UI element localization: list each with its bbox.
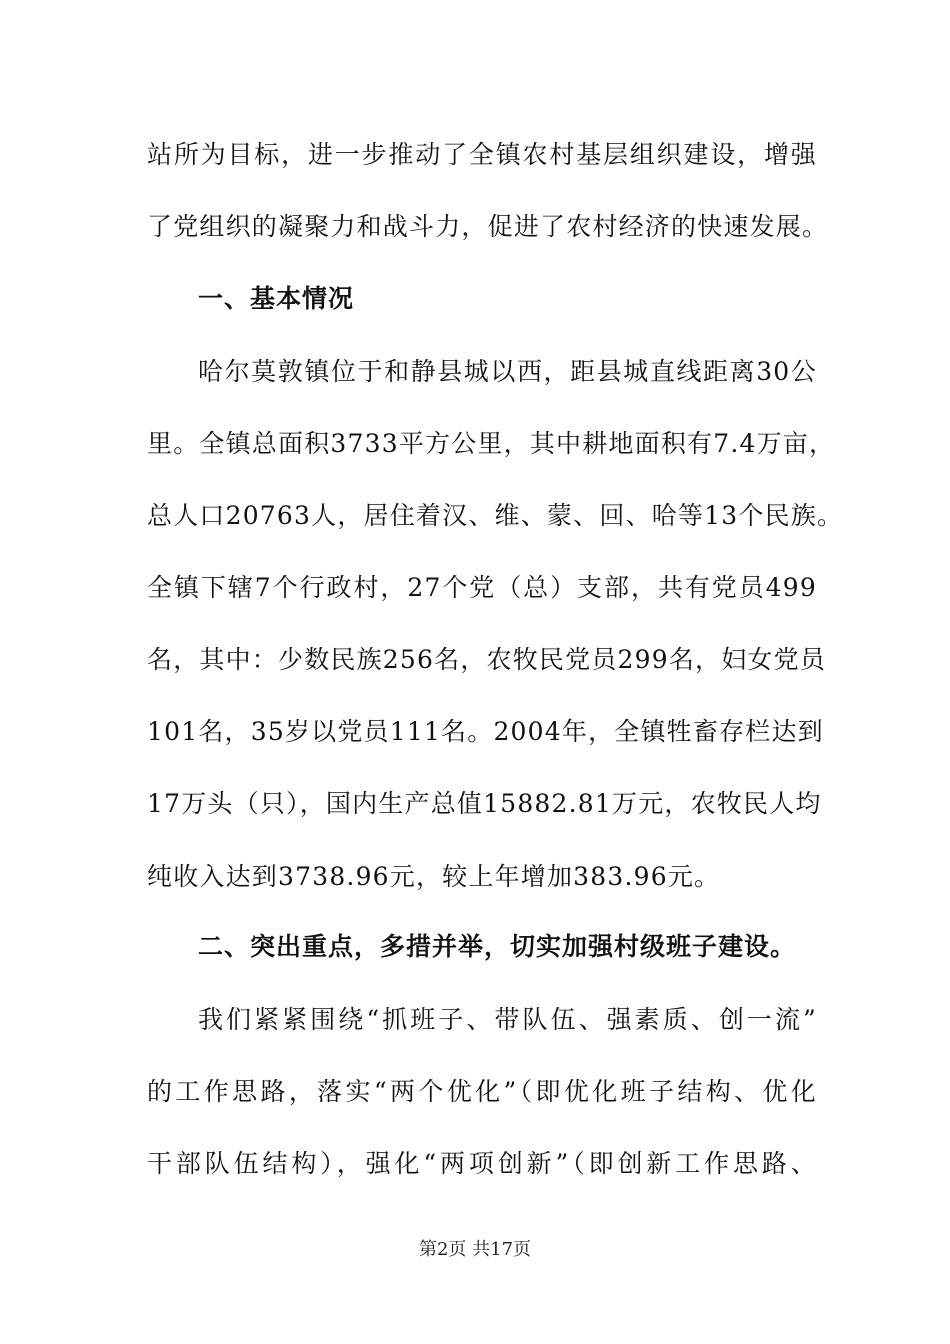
text-line-10: 17万头（只），国内生产总值15882.81万元，农牧民人均 xyxy=(147,789,822,818)
section-heading-basic-situation: 一、基本情况 xyxy=(198,284,355,313)
text-line-14: 的工作思路，落实“两个优化”（即优化班子结构、优化 xyxy=(147,1077,817,1106)
text-line-8: 名，其中：少数民族256名，农牧民党员299名，妇女党员 xyxy=(147,645,827,674)
text-line-13: 我们紧紧围绕“抓班子、带队伍、强素质、创一流” xyxy=(198,1005,817,1034)
text-line-5: 里。全镇总面积3733平方公里，其中耕地面积有7.4万亩， xyxy=(147,429,836,458)
text-line-7: 全镇下辖7个行政村，27个党（总）支部，共有党员499 xyxy=(147,573,817,602)
text-line-1: 站所为目标，进一步推动了全镇农村基层组织建设，增强 xyxy=(147,140,817,169)
text-line-15: 干部队伍结构），强化“两项创新”（即创新工作思路、 xyxy=(147,1149,817,1178)
text-line-11: 纯收入达到3738.96元，较上年增加383.96元。 xyxy=(147,862,721,891)
text-line-4: 哈尔莫敦镇位于和静县城以西，距县城直线距离30公 xyxy=(198,357,817,386)
text-line-2: 了党组织的凝聚力和战斗力，促进了农村经济的快速发展。 xyxy=(147,212,829,241)
text-line-6: 总人口20763人，居住着汉、维、蒙、回、哈等13个民族。 xyxy=(147,501,844,530)
text-line-9: 101名，35岁以党员111名。2004年，全镇牲畜存栏达到 xyxy=(147,717,824,746)
section-heading-village-teams: 二、突出重点，多措并举，切实加强村级班子建设。 xyxy=(198,932,797,961)
page-footer: 第2页 共17页 xyxy=(418,1239,532,1260)
